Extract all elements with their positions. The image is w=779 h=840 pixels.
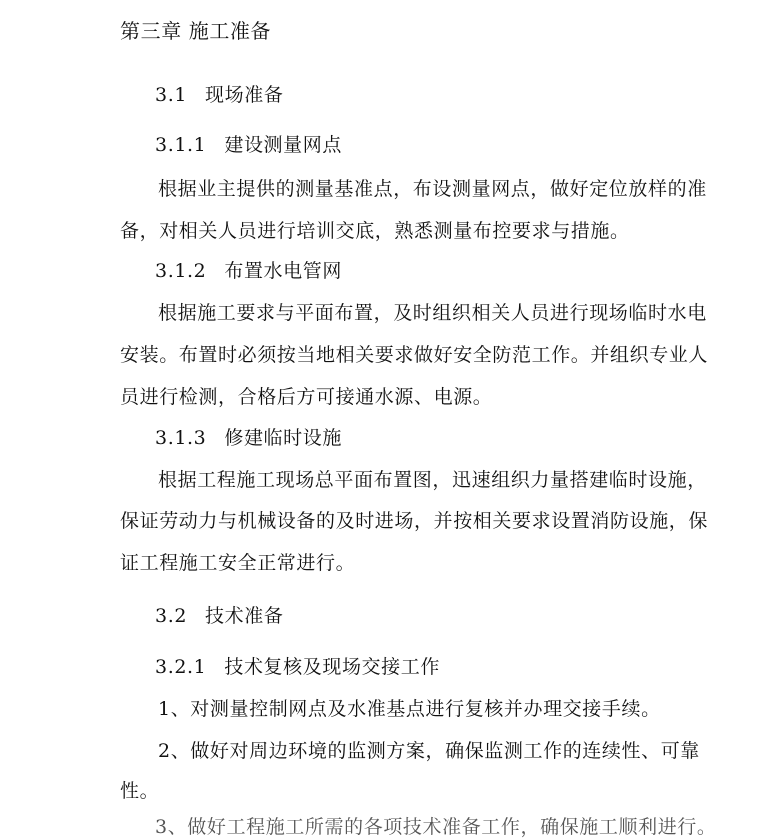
paragraph-line: 根据施工要求与平面布置，及时组织相关人员进行现场临时水电 bbox=[158, 302, 707, 324]
paragraph-line: 员进行检测，合格后方可接通水源、电源。 bbox=[120, 386, 493, 408]
section-number: 3.1.3 bbox=[155, 427, 207, 449]
section-heading-3-1 bbox=[155, 82, 283, 108]
list-item: 2、做好对周边环境的监测方案，确保监测工作的连续性、可靠 bbox=[158, 740, 700, 762]
paragraph-line: 证工程施工安全正常进行。 bbox=[120, 552, 356, 574]
section-number: 3.1.1 bbox=[155, 134, 207, 156]
section-number: 3.2 bbox=[155, 605, 188, 627]
list-item: 1、对测量控制网点及水准基点进行复核并办理交接手续。 bbox=[158, 698, 661, 720]
section-title: 布置水电管网 bbox=[224, 260, 342, 282]
paragraph-line: 根据业主提供的测量基准点，布设测量网点，做好定位放样的准 bbox=[158, 178, 707, 200]
section-heading-3-2 bbox=[155, 603, 283, 629]
section-number: 3.2.1 bbox=[155, 656, 207, 678]
section-title: 技术复核及现场交接工作 bbox=[224, 656, 440, 678]
section-heading-3-1-2 bbox=[155, 258, 342, 284]
cut-off-line bbox=[155, 814, 717, 838]
list-item-continuation: 性。 bbox=[120, 780, 160, 802]
section-title: 技术准备 bbox=[205, 605, 284, 627]
chapter-title: 第三章 施工准备 bbox=[120, 19, 272, 43]
paragraph-line: 根据工程施工现场总平面布置图，迅速组织力量搭建临时设施， bbox=[158, 469, 707, 491]
list-item: 3、做好工程施工所需的各项技术准备工作，确保施工顺利进行。 bbox=[155, 816, 717, 838]
paragraph-line: 备，对相关人员进行培训交底，熟悉测量布控要求与措施。 bbox=[120, 220, 630, 242]
section-title: 建设测量网点 bbox=[224, 134, 342, 156]
paragraph-line: 安装。布置时必须按当地相关要求做好安全防范工作。并组织专业人 bbox=[120, 344, 709, 366]
section-heading-3-1-3 bbox=[155, 425, 342, 451]
section-title: 修建临时设施 bbox=[224, 427, 342, 449]
paragraph-line: 保证劳动力与机械设备的及时进场，并按相关要求设置消防设施，保 bbox=[120, 510, 709, 532]
section-number: 3.1.2 bbox=[155, 260, 207, 282]
section-number: 3.1 bbox=[155, 84, 188, 106]
section-heading-3-1-1 bbox=[155, 132, 342, 158]
section-title: 现场准备 bbox=[205, 84, 284, 106]
section-heading-3-2-1 bbox=[155, 654, 440, 680]
